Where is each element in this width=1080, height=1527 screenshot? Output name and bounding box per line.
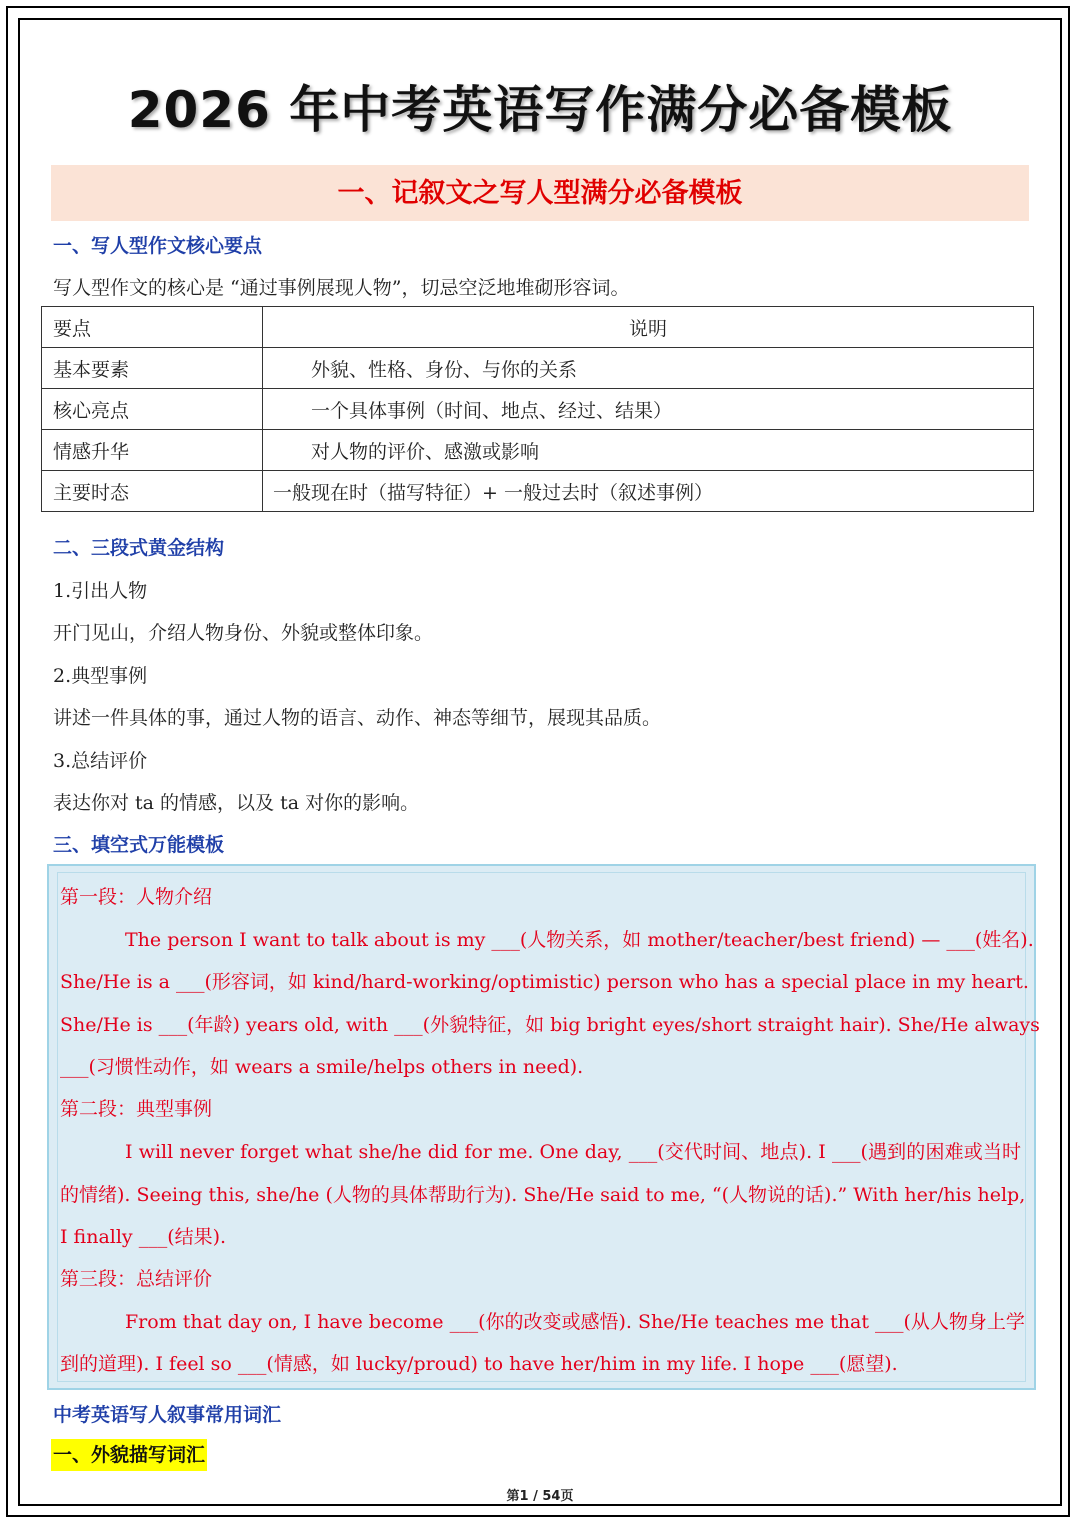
table-cell-point: 核心亮点 xyxy=(42,389,263,430)
table-cell-point: 主要时态 xyxy=(42,471,263,512)
vocabulary-subheading-highlighted: 一、外貌描写词汇 xyxy=(51,1439,207,1471)
table-cell-description: 一般现在时（描写特征）+ 一般过去时（叙述事例） xyxy=(263,471,1034,512)
table-cell-description: 一个具体事例（时间、地点、经过、结果） xyxy=(263,389,1034,430)
table-row xyxy=(42,389,1034,430)
table-cell-point: 情感升华 xyxy=(42,430,263,471)
heading-template: 三、填空式万能模板 xyxy=(53,834,225,856)
table-header-cell: 说明 xyxy=(263,307,1034,348)
table-row xyxy=(42,430,1034,471)
template-line: ___(习惯性动作，如 wears a smile/helps others in need). xyxy=(60,1056,584,1078)
template-line: She/He is ___(年龄) years old, with ___(外貌特征，如 big bright eyes/short straight hair). She/He always xyxy=(60,1014,1040,1036)
table-row xyxy=(42,348,1034,389)
heading-structure: 二、三段式黄金结构 xyxy=(53,537,225,559)
section-banner-text: 一、记叙文之写人型满分必备模板 xyxy=(337,178,743,209)
structure-step-title: 1.引出人物 xyxy=(53,580,148,602)
key-points-table xyxy=(41,306,1034,512)
structure-step-title: 2.典型事例 xyxy=(53,665,148,687)
template-paragraph-label: 第二段：典型事例 xyxy=(60,1098,213,1120)
vocabulary-heading: 中考英语写人叙事常用词汇 xyxy=(53,1404,282,1426)
template-paragraph-label: 第三段：总结评价 xyxy=(60,1268,213,1290)
section-banner xyxy=(51,165,1029,221)
structure-step-text: 开门见山，介绍人物身份、外貌或整体印象。 xyxy=(53,622,434,644)
structure-step-text: 表达你对 ta 的情感，以及 ta 对你的影响。 xyxy=(53,792,420,814)
heading-core-points: 一、写人型作文核心要点 xyxy=(53,235,263,257)
structure-step-text: 讲述一件具体的事，通过人物的语言、动作、神态等细节，展现其品质。 xyxy=(53,707,662,729)
intro-paragraph: 写人型作文的核心是 “通过事例展现人物”，切忌空泛地堆砌形容词。 xyxy=(53,277,630,299)
table-header-row xyxy=(42,307,1034,348)
template-line: 的情绪). Seeing this, she/he (人物的具体帮助行为). She/He said to me, “(人物说的话).” With her/his help, xyxy=(60,1184,1026,1206)
table-header-cell: 要点 xyxy=(42,307,263,348)
table-cell-point: 基本要素 xyxy=(42,348,263,389)
structure-step-title: 3.总结评价 xyxy=(53,750,148,772)
table-row xyxy=(42,471,1034,512)
table-cell-description: 对人物的评价、感激或影响 xyxy=(263,430,1034,471)
template-line: 到的道理). I feel so ___(情感，如 lucky/proud) to have her/him in my life. I hope ___(愿望). xyxy=(60,1353,898,1375)
template-line: The person I want to talk about is my ___(人物关系，如 mother/teacher/best friend) — ___(姓名). xyxy=(125,929,1034,951)
page-number: 第1 / 54页 xyxy=(506,1489,574,1504)
template-paragraph-label: 第一段：人物介绍 xyxy=(60,886,213,908)
template-line: From that day on, I have become ___(你的改变或感悟). She/He teaches me that ___(从人物身上学 xyxy=(125,1311,1025,1333)
template-line: I will never forget what she/he did for me. One day, ___(交代时间、地点). I ___(遇到的困难或当时 xyxy=(125,1141,1021,1163)
template-line: She/He is a ___(形容词，如 kind/hard-working/optimistic) person who has a special place in my heart. xyxy=(60,971,1029,993)
template-line: I finally ___(结果). xyxy=(60,1226,227,1248)
page-title: 2026 年中考英语写作满分必备模板 xyxy=(127,81,953,139)
table-cell-description: 外貌、性格、身份、与你的关系 xyxy=(263,348,1034,389)
